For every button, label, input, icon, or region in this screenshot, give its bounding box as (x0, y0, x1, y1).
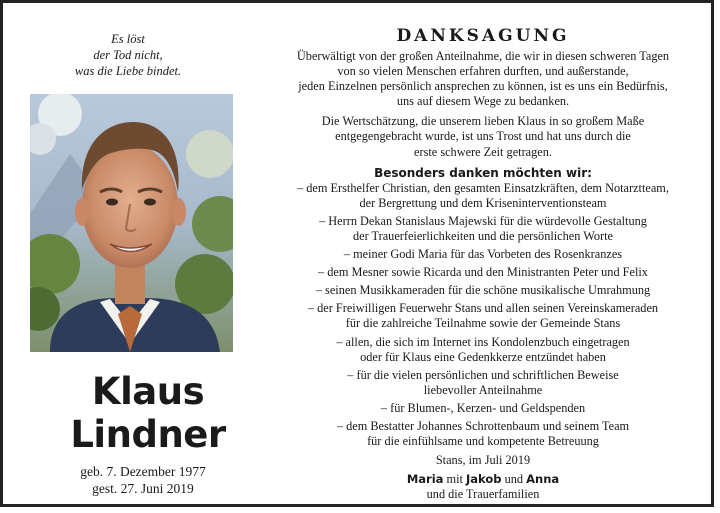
appreciation-paragraph (253, 114, 713, 159)
death-date: gest. 27. Juni 2019 (92, 481, 194, 496)
deceased-first-name: Klaus (91, 370, 205, 413)
appreciation-line: entgegengebracht wurde, ist uns Trost und hat uns durch die (335, 129, 631, 144)
intro-line: uns auf diesem Wege zu bedanken. (396, 94, 570, 109)
thanks-line: liebevoller Anteilnahme (423, 382, 543, 397)
thanks-line: – seinen Musikkameraden für die schöne musikalische Umrahmung (315, 283, 651, 298)
thanks-heading: Besonders danken möchten wir: (374, 165, 592, 180)
signature-name: Maria (406, 472, 444, 487)
thanks-line: – dem Bestatter Johannes Schrottenbaum und seinem Team (336, 418, 630, 433)
thanks-item (253, 283, 713, 298)
thanks-line: der Trauerfeierlichkeiten und die persönlichen Worte (352, 228, 613, 243)
portrait-photo (30, 94, 233, 352)
thanks-line: – Herrn Dekan Stanislaus Majewski für die würdevolle Gestaltung (319, 213, 647, 228)
appreciation-line: erste schwere Zeit getragen. (414, 144, 552, 159)
signature-name: Anna (526, 472, 560, 487)
signature-connector: und (504, 472, 524, 487)
signature-name: Jakob (465, 472, 502, 487)
appreciation-line: Die Wertschätzung, die unserem lieben Klaus in so großem Maße (321, 114, 645, 129)
signature-families: und die Trauerfamilien (426, 487, 540, 502)
thanks-line: – dem Ersthelfer Christian, den gesamten Einsatzkräften, dem Notarztteam, (297, 180, 669, 195)
birth-date: geb. 7. Dezember 1977 (80, 464, 206, 479)
thanks-item (253, 181, 713, 211)
quote-line: der Tod nicht, (93, 48, 163, 62)
thanks-line: – dem Mesner sowie Ricarda und den Ministranten Peter und Felix (318, 265, 648, 280)
thanks-line: der Bergrettung und dem Kriseninterventionsteam (359, 195, 607, 210)
thanks-item (253, 419, 713, 449)
thanks-item (253, 265, 713, 280)
intro-line: jeden Einzelnen persönlich ansprechen zu können, ist es uns ein Bedürfnis, (298, 79, 668, 94)
thanks-line: oder für Klaus eine Gedenkkerze entzündet haben (360, 349, 606, 364)
intro-line: von so vielen Menschen erfahren durften, und außerstande, (337, 64, 629, 79)
life-dates (53, 463, 233, 497)
thanks-line: für die einfühlsame und kompetente Betreuung (367, 434, 599, 449)
page-title: DANKSAGUNG (396, 26, 570, 46)
thanks-item (253, 401, 713, 416)
thanks-item (253, 214, 713, 244)
thanks-item (253, 335, 713, 365)
thanks-line: – der Freiwilligen Feuerwehr Stans und allen seinen Vereinskameraden (307, 301, 659, 316)
deceased-last-name: Lindner (70, 413, 226, 456)
acknowledgement-text (253, 25, 713, 502)
thanks-line: – für Blumen-, Kerzen- und Geldspenden (380, 400, 586, 415)
thanks-item (253, 247, 713, 262)
place-date: Stans, im Juli 2019 (435, 453, 531, 468)
quote-line: Es löst (111, 32, 145, 46)
thanks-line: für die zahlreiche Teilnahme sowie der Gemeinde Stans (345, 316, 621, 331)
thanks-item (253, 368, 713, 398)
intro-paragraph (253, 49, 713, 109)
signature-names (253, 472, 713, 487)
thanks-line: – allen, die sich im Internet ins Kondolenzbuch eingetragen (336, 334, 630, 349)
thanks-line: – meiner Godi Maria für das Vorbeten des Rosenkranzes (343, 247, 623, 262)
thanks-line: – für die vielen persönlichen und schriftlichen Beweise (347, 367, 619, 382)
intro-line: Überwältigt von der großen Anteilnahme, die wir in diesen schweren Tagen (296, 49, 670, 63)
quote-line: was die Liebe bindet. (74, 64, 182, 78)
signature-connector: mit (446, 472, 463, 487)
quote (43, 31, 213, 79)
thanks-item (253, 301, 713, 331)
